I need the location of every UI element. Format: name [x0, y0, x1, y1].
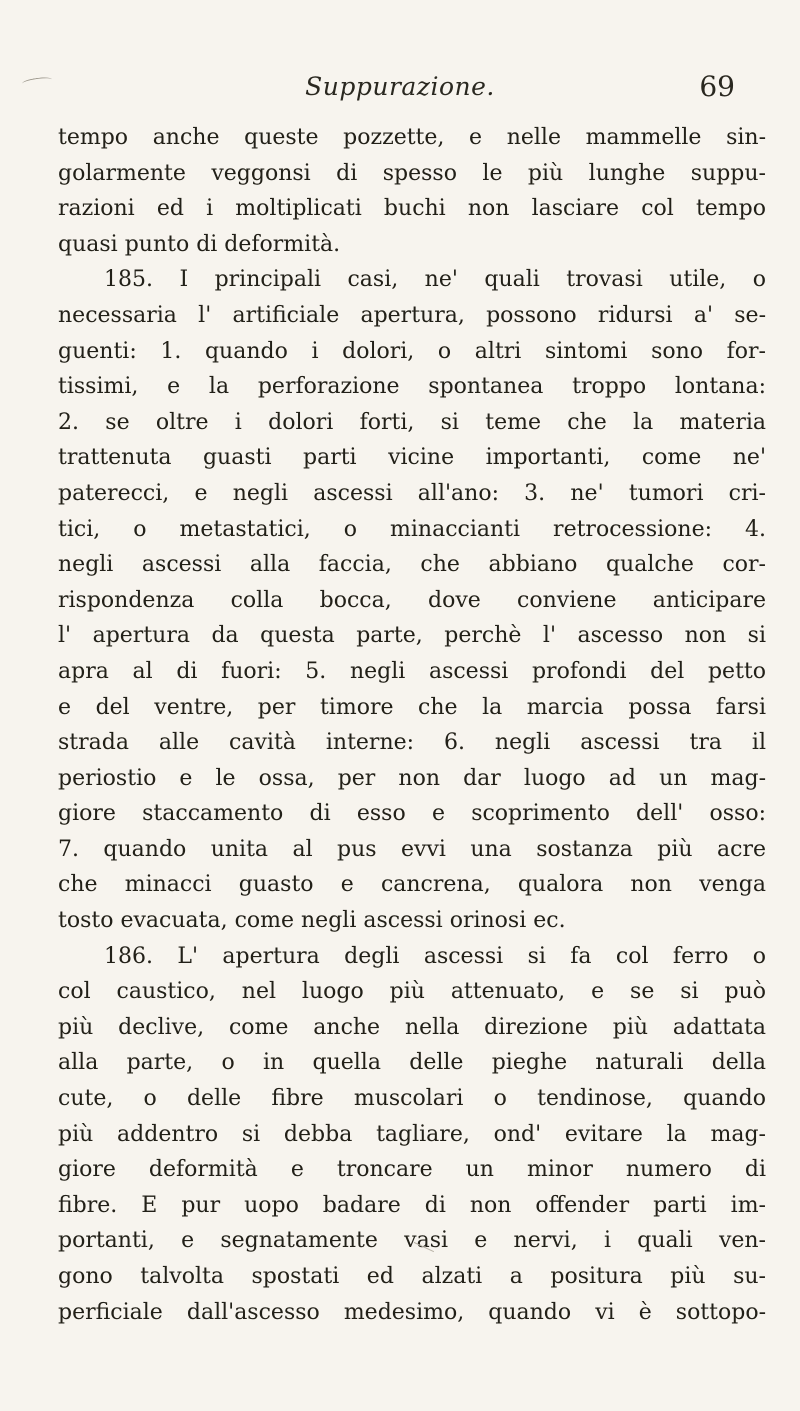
- text-line: guenti: 1. quando i dolori, o altri sintomi sono for-: [58, 338, 766, 364]
- text-line: rispondenza colla bocca, dove conviene anticipare: [58, 587, 766, 613]
- body-text: [58, 120, 766, 1330]
- text-line: che minacci guasto e cancrena, qualora non venga: [58, 872, 766, 898]
- text-line: necessaria l' artificiale apertura, possono ridursi a' se-: [58, 302, 766, 328]
- text-line: 2. se oltre i dolori forti, si teme che la materia: [58, 409, 766, 435]
- page-number: 69: [699, 70, 735, 103]
- text-line: tici, o metastatici, o minaccianti retrocessione: 4.: [58, 516, 766, 542]
- running-head: Suppurazione.: [305, 72, 495, 101]
- paragraph-185-start: 185. I principali casi, ne' quali trovasi utile, o: [104, 267, 766, 293]
- text-line: trattenuta guasti parti vicine importanti, come ne': [58, 445, 766, 471]
- text-line: tosto evacuata, come negli ascessi orinosi ec.: [58, 908, 566, 934]
- text-line: razioni ed i moltiplicati buchi non lasciare col tempo: [58, 196, 766, 222]
- text-line: l' apertura da questa parte, perchè l' ascesso non si: [58, 623, 766, 649]
- text-line: golarmente veggonsi di spesso le più lunghe suppu-: [58, 160, 766, 186]
- text-line: perficiale dall'ascesso medesimo, quando vi è sottopo-: [58, 1299, 766, 1325]
- text-line: cute, o delle fibre muscolari o tendinose, quando: [58, 1086, 766, 1112]
- text-line: più declive, come anche nella direzione più adattata: [58, 1014, 766, 1040]
- text-line: alla parte, o in quella delle pieghe naturali della: [58, 1050, 766, 1076]
- text-line: più addentro si debba tagliare, ond' evitare la mag-: [58, 1121, 766, 1147]
- text-line: giore deformità e troncare un minor numero di: [58, 1157, 766, 1183]
- text-line: quasi punto di deformità.: [58, 231, 341, 257]
- text-line: e del ventre, per timore che la marcia possa farsi: [58, 694, 766, 720]
- text-line: col caustico, nel luogo più attenuato, e se si può: [58, 979, 766, 1005]
- page-header: [0, 70, 800, 110]
- text-line: negli ascessi alla faccia, che abbiano qualche cor-: [58, 552, 766, 578]
- text-line: tissimi, e la perforazione spontanea troppo lontana:: [58, 374, 766, 400]
- text-line: tempo anche queste pozzette, e nelle mammelle sin-: [58, 125, 766, 150]
- text-line: apra al di fuori: 5. negli ascessi profondi del petto: [58, 658, 766, 684]
- text-line: 7. quando unita al pus evvi una sostanza più acre: [58, 836, 766, 862]
- text-line: gono talvolta spostati ed alzati a positura più su-: [58, 1264, 766, 1289]
- text-line: strada alle cavità interne: 6. negli ascessi tra il: [58, 730, 766, 756]
- text-line: giore staccamento di esso e scoprimento dell' osso:: [58, 801, 766, 827]
- paragraph-186-start: 186. L' apertura degli ascessi si fa col ferro o: [104, 943, 766, 969]
- text-line: paterecci, e negli ascessi all'ano: 3. ne' tumori cri-: [58, 480, 766, 506]
- text-line: periostio e le ossa, per non dar luogo ad un mag-: [58, 765, 766, 791]
- text-line: fibre. E pur uopo badare di non offender parti im-: [58, 1192, 766, 1218]
- text-line: portanti, e segnatamente vasi e nervi, i quali ven-: [58, 1228, 766, 1254]
